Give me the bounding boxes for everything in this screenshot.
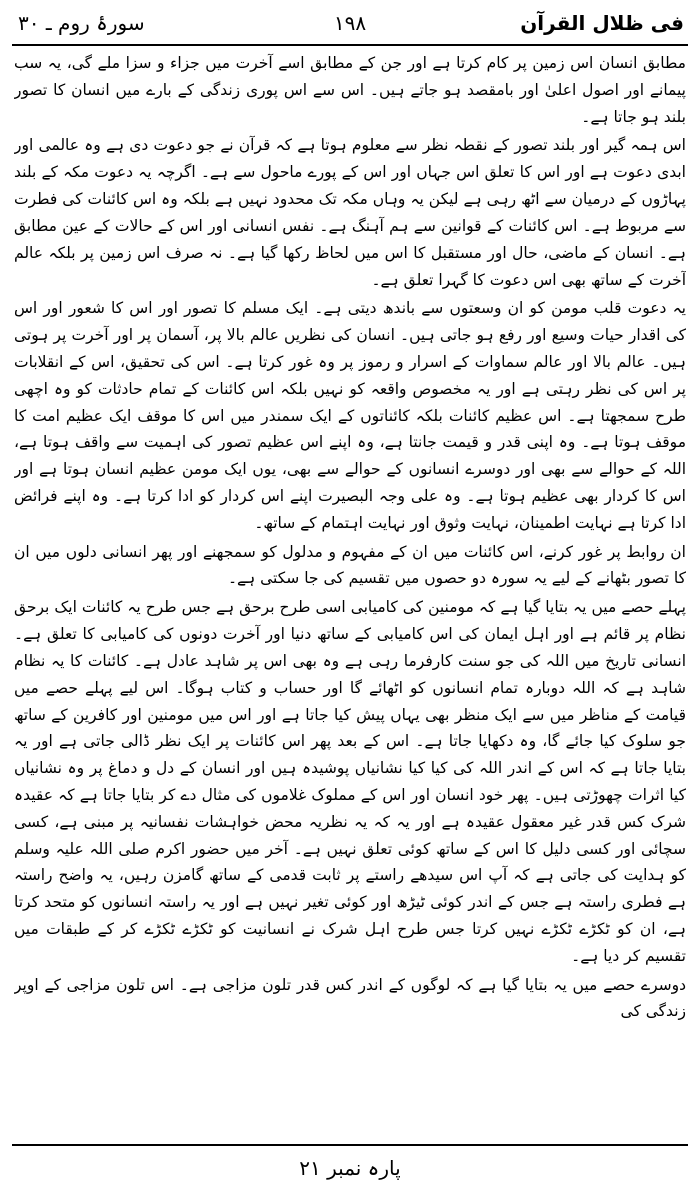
- book-title: فی ظلال القرآن: [520, 11, 684, 35]
- page-header: [12, 6, 688, 40]
- footer-divider: [12, 1144, 688, 1146]
- page-number: ۱۹۸: [333, 11, 367, 35]
- paragraph: دوسرے حصے میں یہ بتایا گیا ہے کہ لوگوں کے اندر کس قدر تلون مزاجی ہے۔ اس تلون مزاجی کے اوپر زندگی کی: [14, 975, 686, 1021]
- header-divider: [12, 44, 688, 46]
- paragraph: یہ دعوت قلب مومن کو ان وسعتوں سے باندھ دیتی ہے۔ ایک مسلم کا تصور اور اس کا شعور اور اس کی اقدار حیات وسیع اور رفع ہو جاتی ہیں۔ انسان کی نظریں عالم بالا پر، آسمان پر اور آخرت پر ہوتی ہیں۔ عالم بالا اور عالم سماوات کے اسرار و رموز پر وہ غور کرتا ہے۔ اس کی تحقیق، اس کے انقلابات پر اس کی نظر رہتی ہے اور یہ مخصوص واقعہ کو نہیں بلکہ اس کائنات کے تمام حادثات کو وہ اچھی طرح سمجھتا ہے۔ اس عظیم کائنات بلکہ کائناتوں کے ایک سمندر میں اس کا موقف ایک عظیم امت کا موقف ہوتا ہے۔ وہ اپنی قدر و قیمت جانتا ہے، وہ اپنے اس عظیم تصور کی اہمیت سے واقف ہوتا ہے، اللہ کے حوالے سے بھی اور دوسرے انسانوں کے حوالے سے بھی، یوں ایک مومن عظیم انسان ہوتا ہے اور اس کا کردار بھی عظیم ہوتا ہے۔ وہ علی وجہ البصیرت اپنے اس کردار کو ادا کرتا ہے۔ وہ اپنے فرائض ادا کرتا ہے نہایت اطمینان، نہایت وثوق اور نہایت اہتمام کے ساتھ۔: [14, 299, 686, 532]
- para-footer: پارہ نمبر ۲۱: [299, 1156, 401, 1180]
- paragraph: پہلے حصے میں یہ بتایا گیا ہے کہ مومنین کی کامیابی اسی طرح برحق ہے جس طرح یہ کائنات ایک برحق نظام پر قائم ہے اور اہل ایمان کی اس کامیابی کے ساتھ دنیا اور آخرت دونوں کی کامیابی کا تعلق ہے۔ انسانی تاریخ میں اللہ کی جو سنت کارفرما رہی ہے وہ بھی اس پر شاہد عادل ہے۔ کائنات کا یہ نظام شاہد ہے کہ اللہ دوبارہ تمام انسانوں کو اٹھائے گا اور حساب و کتاب ہوگا۔ اس لیے پہلے حصے میں قیامت کے مناظر میں سے ایک منظر بھی یہاں پیش کیا جاتا ہے اور اس میں مومنین اور کافرین کے ساتھ جو سلوک کیا جائے گا، وہ دکھایا جاتا ہے۔ اس کے بعد پھر اس کائنات پر ایک نظر ڈالی جاتی ہے اور یہ بتایا جاتا ہے کہ اس کے اندر اللہ کی کیا کیا نشانیاں پوشیدہ ہیں اور انسان کے دل و دماغ پر وہ نشانیاں کیا اثرات چھوڑتی ہیں۔ پھر خود انسان اور اس کے مملوک غلاموں کی مثال دے کر بتایا جاتا ہے کہ عقیدہ شرک کس قدر غیر معقول عقیدہ ہے اور یہ کہ یہ نظریہ محض خواہشات نفسانیہ پر مبنی ہے، کسی سچائی اور کسی دلیل کا اس کے ساتھ کوئی تعلق نہیں ہے۔ آخر میں حضور اکرم صلی اللہ علیہ وسلم کو ہدایت کی جاتی ہے کہ آپ اس سیدھے راستے پر ثابت قدمی کے ساتھ گامزن رہیں، یہ واضح راستہ ہے فطری راستہ ہے جس کے اندر کوئی ٹیڑھ اور کوئی تغیر نہیں ہے اور یہ راستہ انسانوں کو متحد کرتا ہے، ان کو ٹکڑے ٹکڑے نہیں کرتا جس طرح اہل شرک نے انسانیت کو ٹکڑے ٹکڑے کر کے طبقات میں تقسیم کر دیا ہے۔: [14, 598, 686, 965]
- surah-label: سورۂ روم ـ ۳۰: [18, 11, 145, 35]
- page-body: [14, 50, 686, 1140]
- paragraph: مطابق انسان اس زمین پر کام کرتا ہے اور جن کے مطابق اسے آخرت میں جزاء و سزا ملے گی، یہ سب پیمانے اور اصول اعلیٰ اور بامقصد ہو جاتے ہیں۔ اس سے اس پوری زندگی کے بارے میں انسان کا تصور بلند ہو جاتا ہے۔: [14, 54, 686, 126]
- paragraph: ان روابط پر غور کرنے، اس کائنات میں ان کے مفہوم و مدلول کو سمجھنے اور پھر انسانی دلوں میں ان کا تصور بٹھانے کے لیے یہ سورہ دو حصوں میں تقسیم کی جا سکتی ہے۔: [14, 542, 686, 588]
- paragraph: اس ہمہ گیر اور بلند تصور کے نقطہ نظر سے معلوم ہوتا ہے کہ قرآن نے جو دعوت دی ہے وہ عالمی اور ابدی دعوت ہے اور اس کا تعلق اس جہاں اور اس کے پورے ماحول سے ہے۔ اگرچہ یہ دعوت مکہ کے بلند پہاڑوں کے درمیان سے اٹھ رہی ہے لیکن یہ وہاں مکہ تک محدود نہیں ہے بلکہ وہ اس کائنات کی فطرت سے مربوط ہے۔ اس کائنات کے قوانین سے ہم آہنگ ہے۔ نفس انسانی اور اس کے حالات کے عین مطابق ہے۔ انسان کے ماضی، حال اور مستقبل کا اس میں لحاظ رکھا گیا ہے۔ نہ صرف اس زمین پر بلکہ عالم آخرت کے ساتھ بھی اس دعوت کا گہرا تعلق ہے۔: [14, 136, 686, 289]
